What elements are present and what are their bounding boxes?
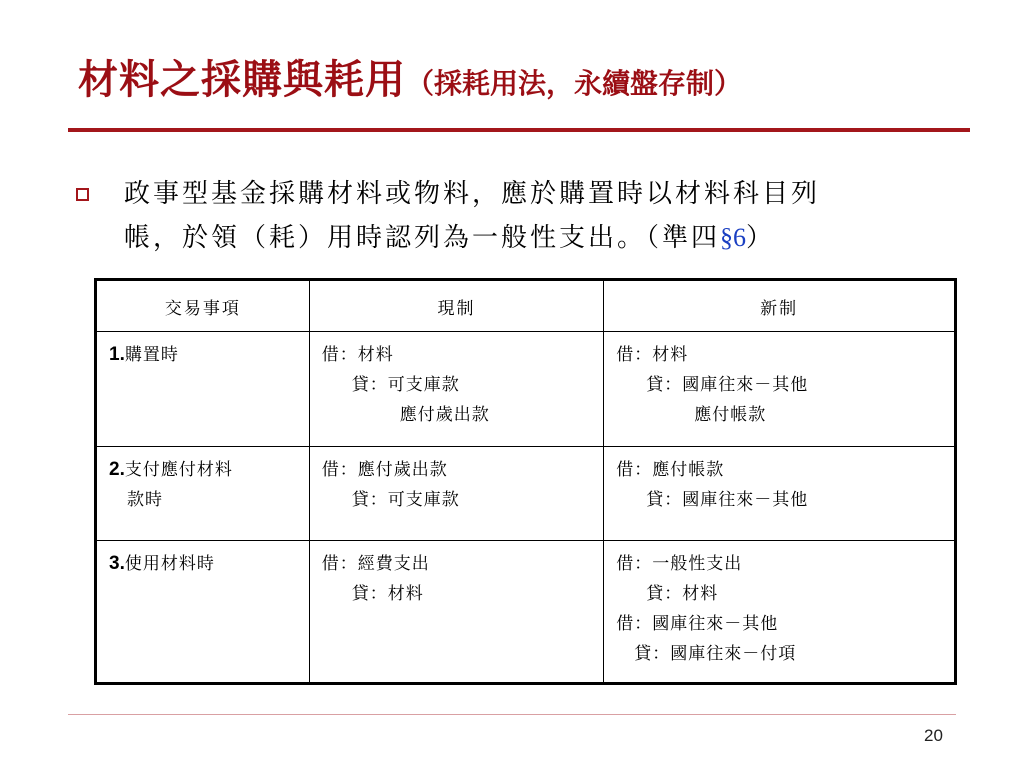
bullet-line-end: ） — [746, 223, 776, 253]
bullet-line-2: 帳，於領（耗）用時認列為一般性支出。（準四 — [124, 223, 721, 253]
cell-current — [309, 541, 603, 684]
row-number: 3. — [109, 553, 125, 574]
header-current-system: 現制 — [309, 280, 603, 332]
entry-line: 貸：可支庫款 — [351, 375, 460, 395]
page-number: 20 — [924, 726, 943, 745]
entry-line: 借：材料 — [321, 345, 394, 365]
transaction-text: 使用材料時 — [124, 554, 215, 574]
cell-transaction — [96, 447, 310, 541]
entry-line: 應付歲出款 — [399, 405, 490, 425]
table-row — [96, 447, 956, 541]
slide-title-sub: （採耗用法，永續盤存制） — [406, 67, 743, 100]
cell-current — [309, 332, 603, 447]
entry-line: 借：材料 — [616, 345, 689, 365]
bullet-text — [124, 172, 964, 260]
transaction-text: 支付應付材料 — [124, 460, 233, 480]
cell-transaction — [96, 541, 310, 684]
entry-line: 借：經費支出 — [321, 554, 430, 574]
entry-line: 應付帳款 — [694, 405, 767, 425]
footer-divider — [68, 714, 956, 715]
cell-new — [604, 332, 956, 447]
journal-entry-table — [94, 278, 957, 685]
title-divider — [68, 128, 970, 132]
transaction-text: 購置時 — [124, 345, 179, 365]
entry-line: 貸：國庫往來－其他 — [646, 490, 809, 510]
entry-line: 貸：可支庫款 — [351, 490, 460, 510]
slide-title-main: 材料之採購與耗用 — [78, 56, 406, 103]
entry-line: 借：應付帳款 — [616, 460, 725, 480]
cell-current — [309, 447, 603, 541]
entry-line: 借：應付歲出款 — [321, 460, 448, 480]
cell-new — [604, 541, 956, 684]
header-new-system: 新制 — [604, 280, 956, 332]
entry-line: 借：一般性支出 — [616, 554, 743, 574]
entry-line: 貸：材料 — [646, 584, 719, 604]
slide-title — [78, 56, 743, 103]
entry-line: 借：國庫往來－其他 — [616, 614, 779, 634]
cell-new — [604, 447, 956, 541]
entry-line: 貸：材料 — [351, 584, 424, 604]
cell-transaction — [96, 332, 310, 447]
table-row — [96, 332, 956, 447]
transaction-text: 款時 — [127, 490, 163, 510]
table-header-row — [96, 280, 956, 332]
table-row — [96, 541, 956, 684]
row-number: 2. — [109, 459, 125, 480]
regulation-reference: §6 — [720, 223, 747, 252]
bullet-line-1: 政事型基金採購材料或物料，應於購置時以材料科目列 — [124, 179, 821, 209]
entry-line: 貸：國庫往來－付項 — [634, 644, 797, 664]
bullet-square-icon — [76, 188, 89, 201]
header-transaction: 交易事項 — [96, 280, 310, 332]
entry-line: 貸：國庫往來－其他 — [646, 375, 809, 395]
row-number: 1. — [109, 344, 125, 365]
